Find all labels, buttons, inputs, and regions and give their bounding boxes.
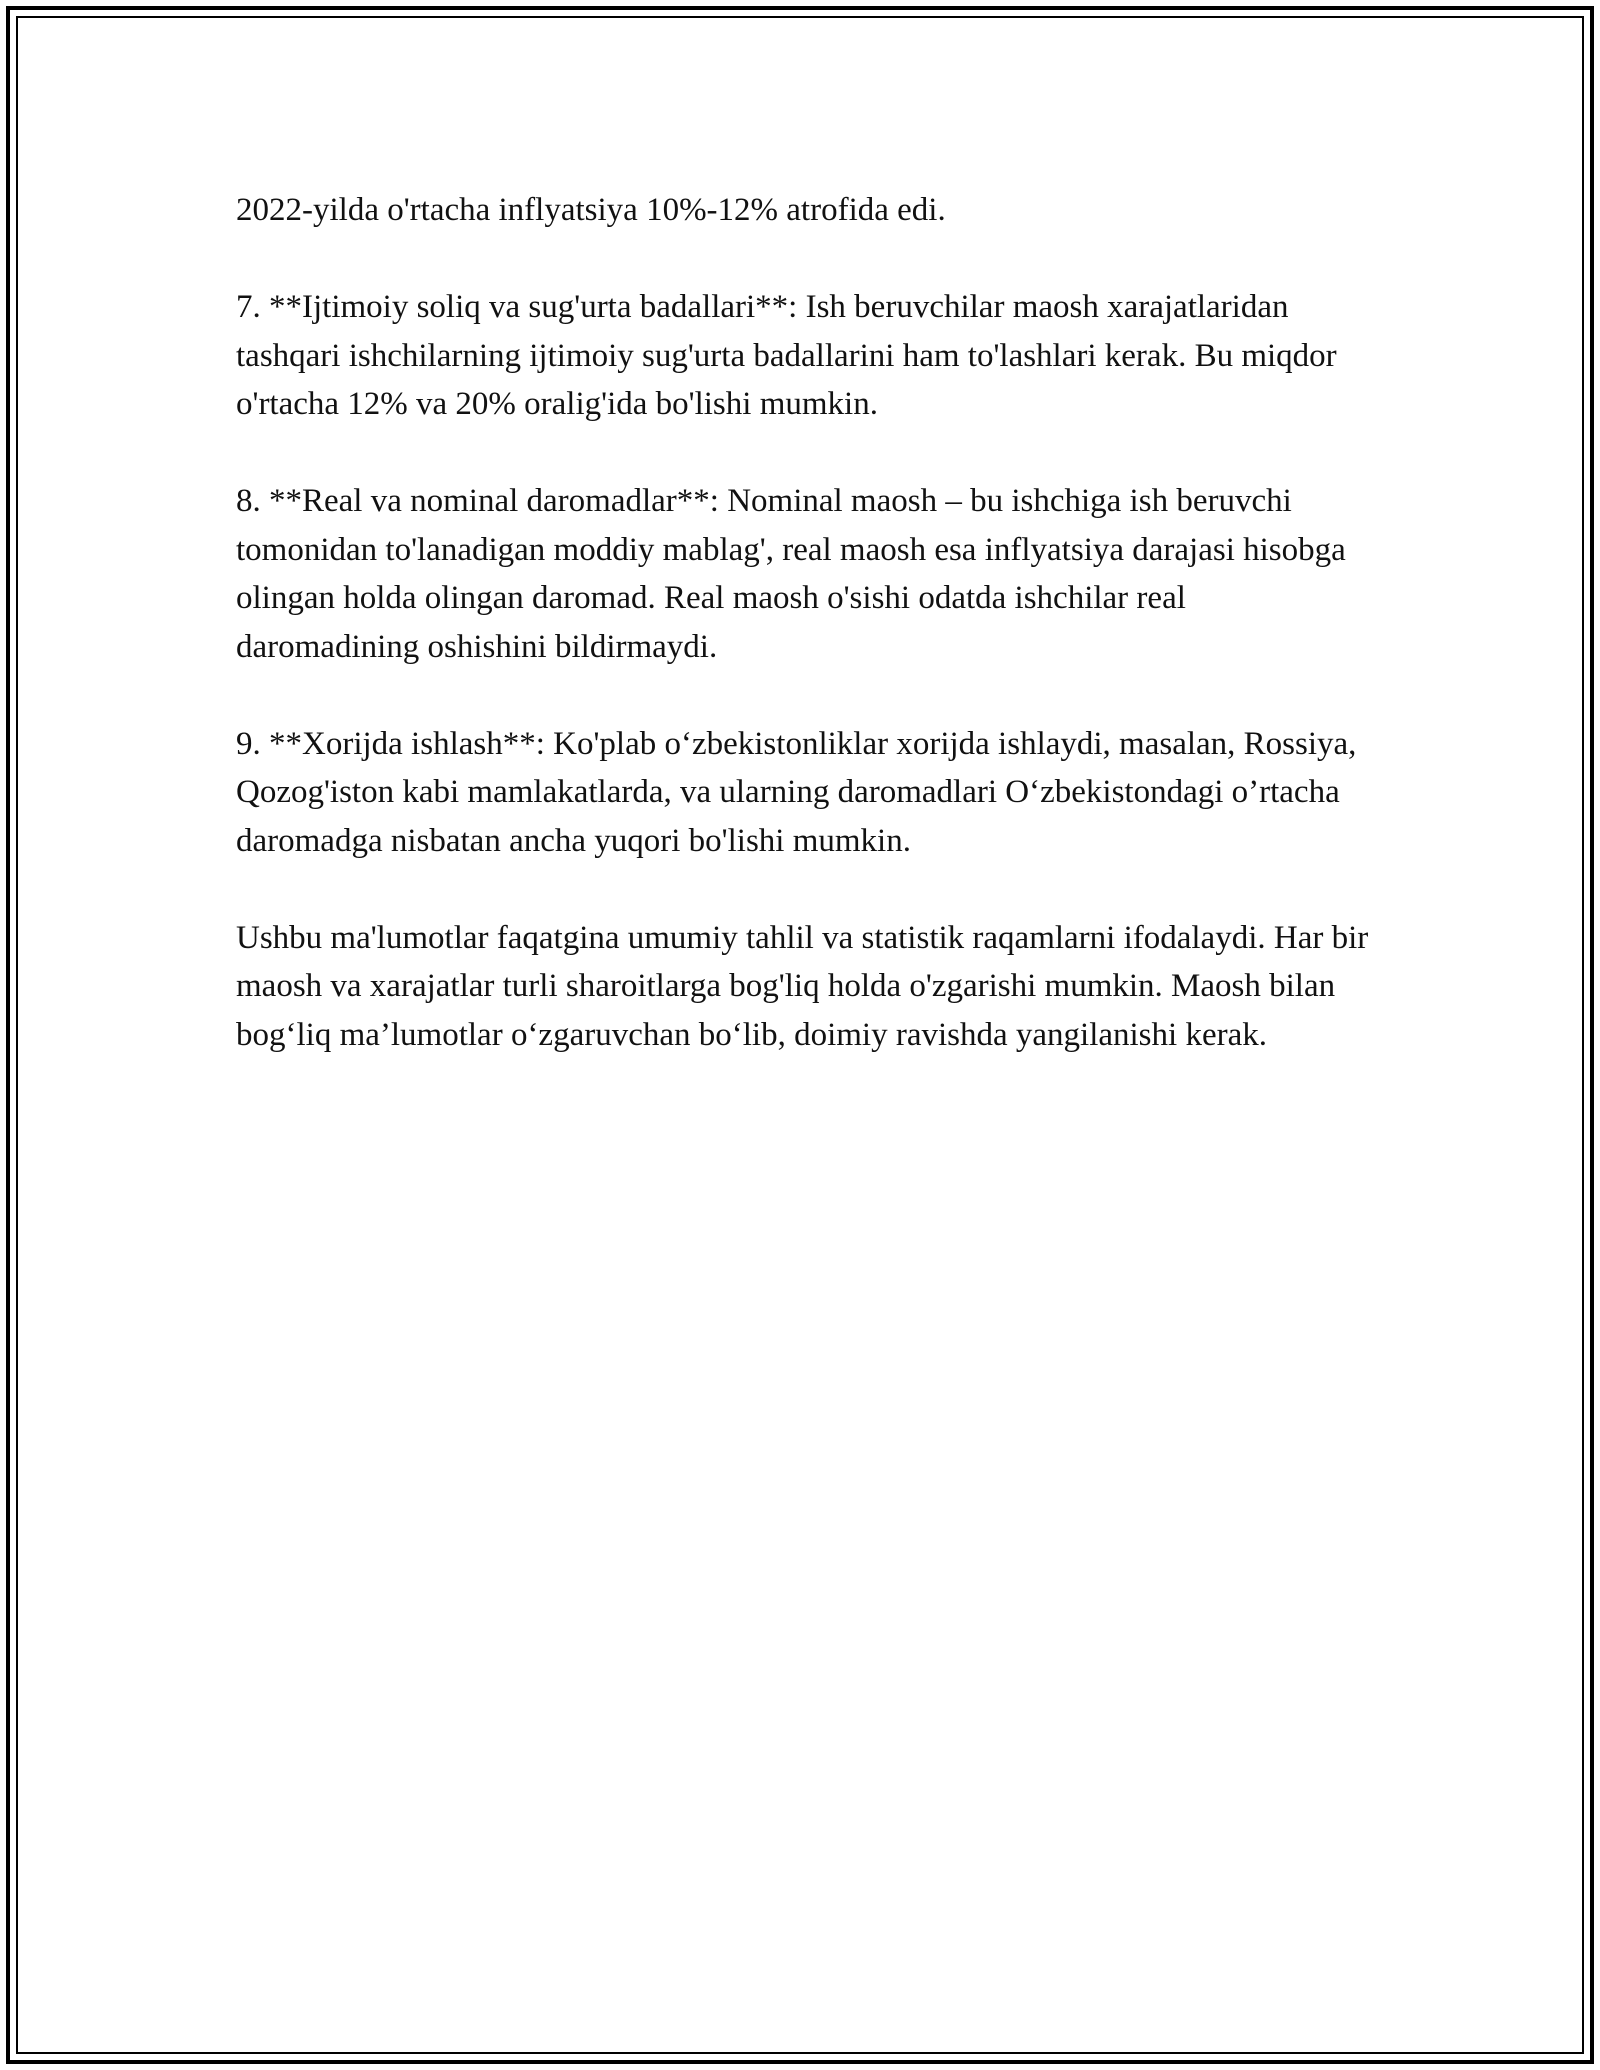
paragraph-social-tax: 7. **Ijtimoiy soliq va sug'urta badallari**: Ish beruvchilar maosh xarajatlaridan tashqari ishchilarning ijtimoiy sug'urta badallarini ham to'lashlari kerak. Bu miqdor o'rtacha 12% va 20% oralig'ida bo'lishi mumkin.: [236, 289, 1337, 422]
paragraph-real-nominal-income: 8. **Real va nominal daromadlar**: Nominal maosh – bu ishchiga ish beruvchi tomonidan to'lanadigan moddiy mablag', real maosh esa inflyatsiya darajasi hisobga olingan holda olingan daromad. Real maosh o'sishi odatda ishchilar real daromadining oshishini bildirmaydi.: [236, 483, 1346, 665]
paragraph-conclusion: Ushbu ma'lumotlar faqatgina umumiy tahlil va statistik raqamlarni ifodalaydi. Har bir maosh va xarajatlar turli sharoitlarga bog'liq holda o'zgarishi mumkin. Maosh bilan bog‘liq ma’lumotlar o‘zgaruvchan bo‘lib, doimiy ravishda yangilanishi kerak.: [236, 919, 1369, 1053]
paragraph-inflation: 2022-yilda o'rtacha inflyatsiya 10%-12% atrofida edi.: [236, 192, 946, 228]
paragraph-working-abroad: 9. **Xorijda ishlash**: Ko'plab o‘zbekistonliklar xorijda ishlaydi, masalan, Rossiya, Qozog'iston kabi mamlakatlarda, va ularning daromadlari O‘zbekistondagi o’rtacha daromadga nisbatan ancha yuqori bo'lishi mumkin.: [236, 725, 1357, 859]
document-body: [236, 186, 1376, 1108]
